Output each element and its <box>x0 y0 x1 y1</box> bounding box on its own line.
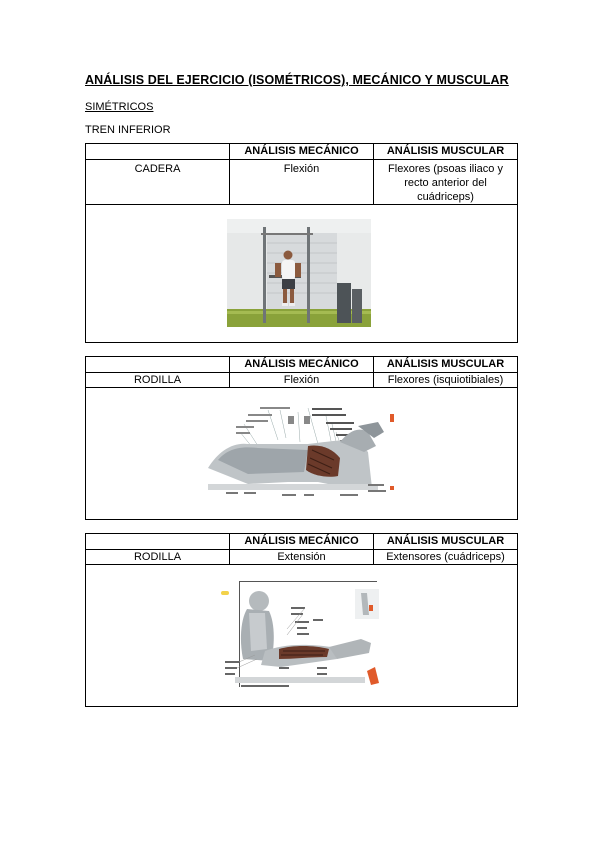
header-empty-cell <box>86 357 230 373</box>
movement-cell: Extensión <box>230 550 374 565</box>
image-cell <box>86 565 518 707</box>
analysis-table-hip-flexion <box>85 143 518 343</box>
joint-cell: RODILLA <box>86 550 230 565</box>
analysis-table-knee-flexion <box>85 356 518 520</box>
header-muscular: ANÁLISIS MUSCULAR <box>374 357 518 373</box>
analysis-table-knee-extension <box>85 533 518 707</box>
anatomy-illustration-leg-extension <box>221 579 381 691</box>
header-empty-cell <box>86 534 230 550</box>
movement-cell: Flexión <box>230 160 374 205</box>
image-cell <box>86 205 518 343</box>
image-cell <box>86 388 518 520</box>
joint-cell: CADERA <box>86 160 230 205</box>
muscles-cell: Extensores (cuádriceps) <box>374 550 518 565</box>
document-title: ANÁLISIS DEL EJERCICIO (ISOMÉTRICOS), MECÁNICO Y MUSCULAR <box>85 73 509 87</box>
header-mechanical: ANÁLISIS MECÁNICO <box>230 534 374 550</box>
header-muscular: ANÁLISIS MUSCULAR <box>374 144 518 160</box>
header-muscular: ANÁLISIS MUSCULAR <box>374 534 518 550</box>
exercise-photo-hanging-knee-raise <box>227 219 371 327</box>
header-empty-cell <box>86 144 230 160</box>
joint-cell: RODILLA <box>86 373 230 388</box>
muscles-cell: Flexores (isquiotibiales) <box>374 373 518 388</box>
header-mechanical: ANÁLISIS MECÁNICO <box>230 144 374 160</box>
section-heading: TREN INFERIOR <box>85 124 171 136</box>
muscles-cell: Flexores (psoas iliaco y recto anterior del cuádriceps) <box>374 160 518 205</box>
document-subtitle: SIMÉTRICOS <box>85 101 154 113</box>
header-mechanical: ANÁLISIS MECÁNICO <box>230 357 374 373</box>
anatomy-illustration-leg-curl <box>208 402 394 502</box>
movement-cell: Flexión <box>230 373 374 388</box>
